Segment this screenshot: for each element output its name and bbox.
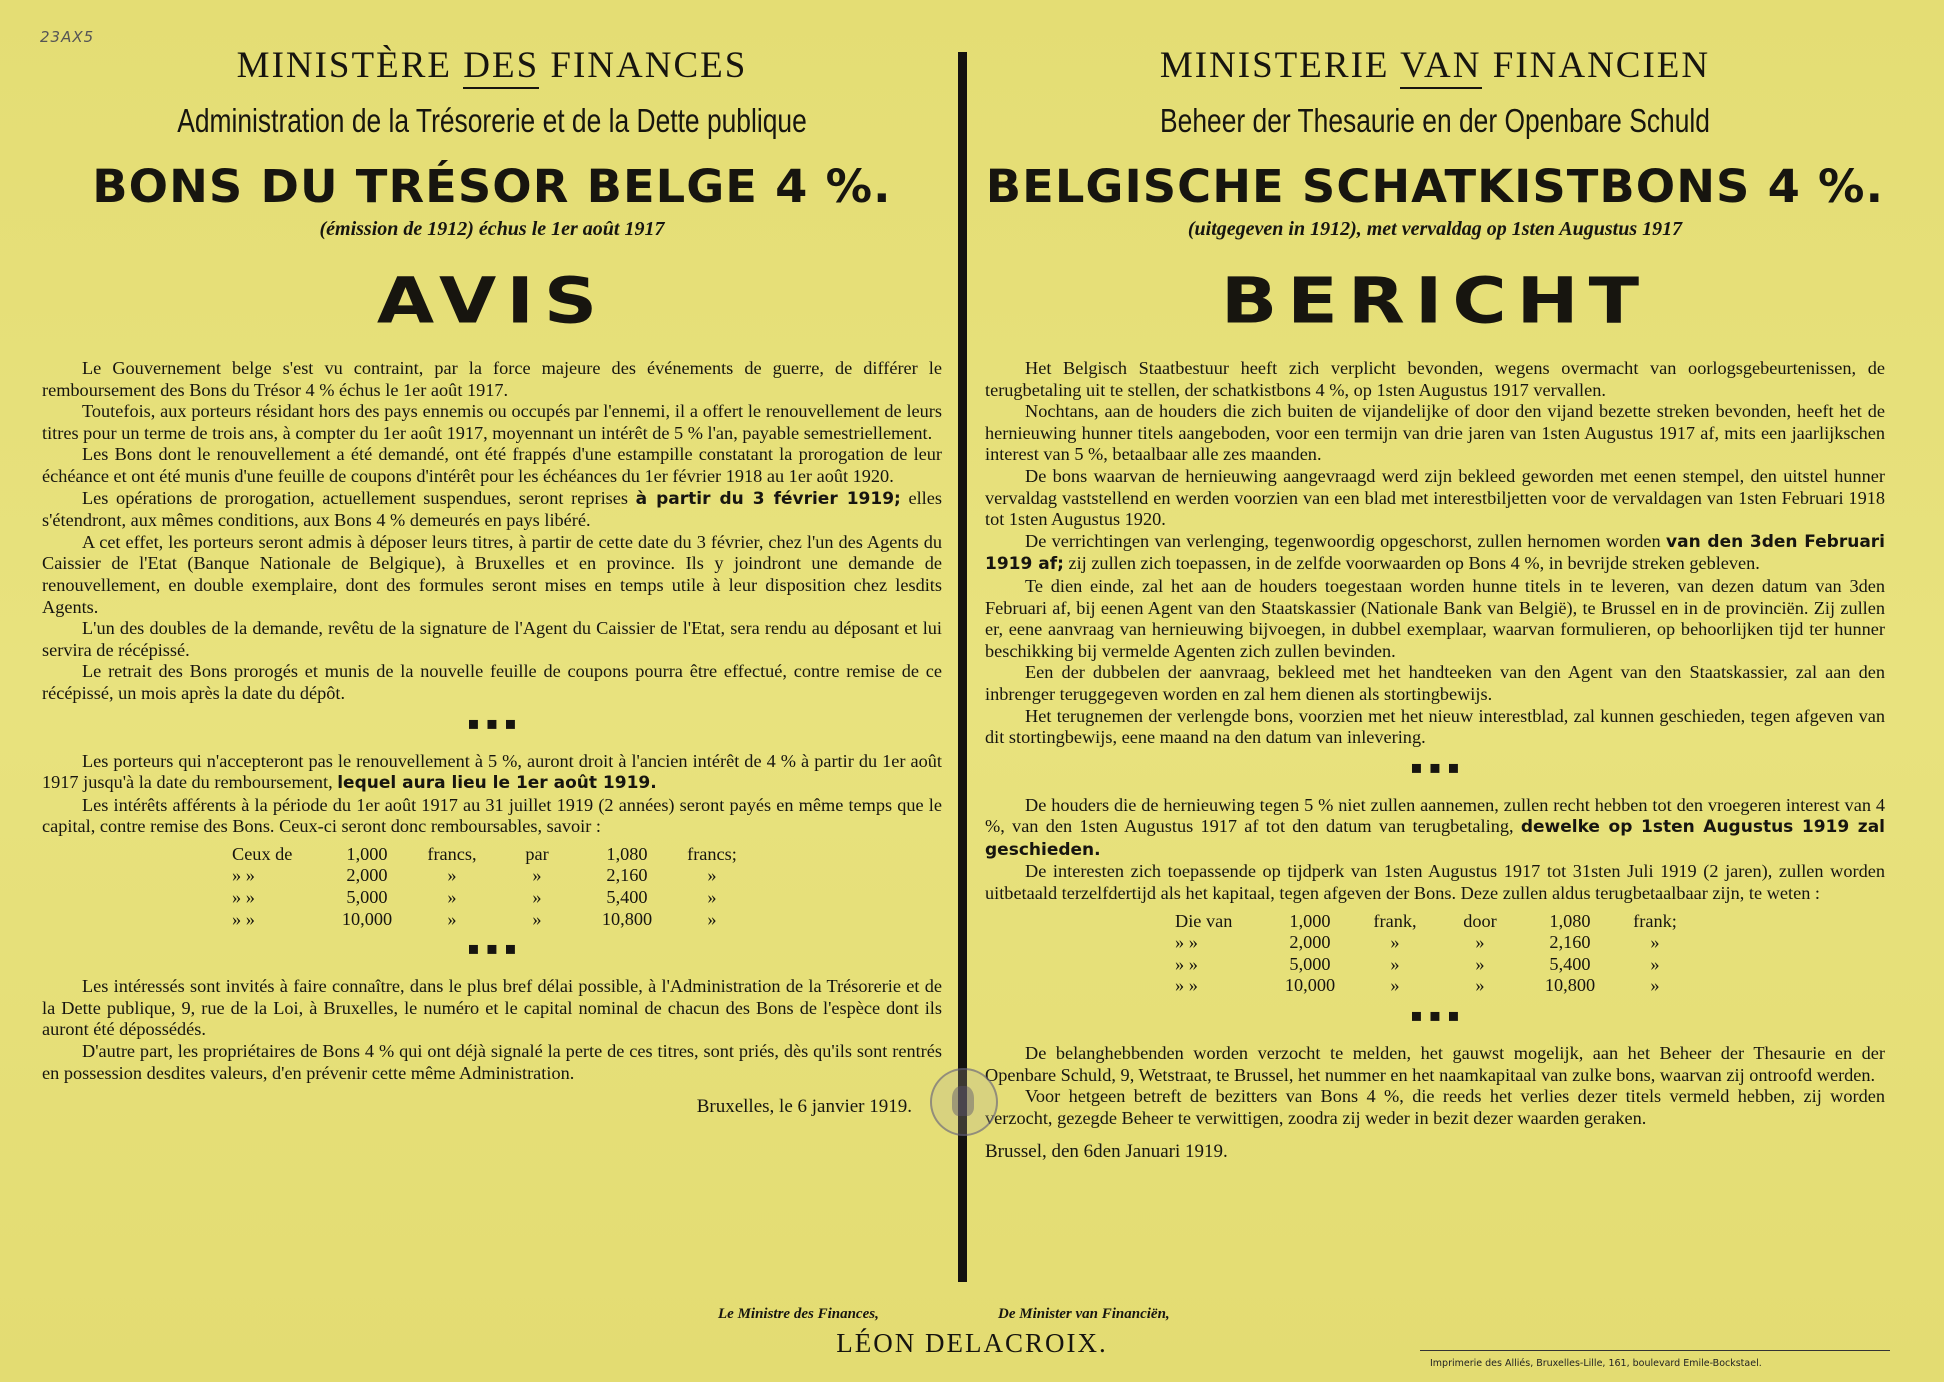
table-cell: 2,000 <box>1289 932 1331 953</box>
emission-line-fr: (émission de 1912) échus le 1er août 1917 <box>319 218 665 240</box>
paragraph-text: De verrichtingen van verlenging, tegenwoordig opgeschorst, zullen hernomen worden <box>1025 530 1667 551</box>
table-cell: door <box>1463 910 1497 931</box>
table-cell: » <box>447 908 457 929</box>
table-row <box>42 844 942 866</box>
table-cell: » <box>1390 953 1400 974</box>
signoff-nl: Brussel, den 6den Januari 1919. <box>985 1141 1228 1163</box>
table-cell: Die van <box>1175 910 1233 931</box>
table-cell: 10,800 <box>601 908 653 929</box>
signer-titles <box>0 1306 1944 1330</box>
paragraph: De bons waarvan de hernieuwing aangevraagd werd zijn bekleed geworden met eenen stempel, den uitstel hunner vervaldag vaststellend en werden voorzien van een blad met interestbiljetten voor de vervaldagen van 1sten Februari 1918 tot 1sten Augustus 1920. <box>985 465 1885 530</box>
paragraph <box>42 751 942 795</box>
ministry-word-2: DES <box>463 45 539 89</box>
table-cell: » <box>532 887 542 908</box>
ministry-heading-fr <box>42 44 942 92</box>
table-cell: » <box>1475 932 1485 953</box>
paragraph: A cet effet, les porteurs seront admis à déposer leurs titres, à partir de cette date du 3 février, chez l'un des Agents du Caissier de l'Etat (Banque Nationale de Belgique), à Bruxelles et en province. Ils y joindront une demande de renouvellement, en double exemplaire, dont des formules seront mises en temps utile à leur disposition chez lesdits Agents. <box>42 531 942 617</box>
table-row <box>985 911 1885 933</box>
table-cell: » <box>1650 975 1660 996</box>
paragraph-text: zij zullen zich toepassen, in de zelfde voorwaarden op Bons 4 %, in bevrijde streken gebleven. <box>1063 553 1760 574</box>
ministry-word-3: FINANCIEN <box>1492 45 1711 86</box>
table-cell: » <box>707 865 717 886</box>
ministry-word-1: MINISTERIE <box>1159 45 1390 86</box>
paragraph: Les intérêts afférents à la période du 1er août 1917 au 31 juillet 1919 (2 années) seront payés en même temps que le capital, contre remise des Bons. Ceux-ci seront donc remboursables, savoir : <box>42 794 942 837</box>
table-cell: 1,080 <box>1549 910 1591 931</box>
paragraph-text: Les porteurs qui n'accepteront pas le renouvellement à 5 %, auront droit à l'ancien intérêt de 4 % à partir du 1er août 1917 jusqu'à la date du remboursement, <box>42 750 942 793</box>
table-cell: » » <box>1175 975 1198 996</box>
paragraph-text: Les opérations de prorogation, actuellement suspendues, seront reprises <box>82 487 636 508</box>
paragraph <box>985 795 1885 862</box>
printer-rule <box>1420 1350 1890 1351</box>
table-cell: » » <box>1175 953 1198 974</box>
ministry-word-1: MINISTÈRE <box>236 45 452 86</box>
dutch-column <box>985 44 1885 1163</box>
archive-reference: 23AX5 <box>40 28 95 46</box>
table-cell: » <box>1475 953 1485 974</box>
emission-line-nl: (uitgegeven in 1912), met vervaldag op 1sten Augustus 1917 <box>1187 218 1683 240</box>
table-cell: frank, <box>1373 910 1417 931</box>
section-separator: ▪ ▪ ▪ <box>1410 1005 1460 1027</box>
highlighted-date: lequel aura lieu le 1er août 1919. <box>337 773 657 794</box>
highlighted-date: à partir du 3 février 1919; <box>635 488 901 509</box>
table-cell: » <box>1390 932 1400 953</box>
table-row <box>985 932 1885 954</box>
section-separator: ▪ ▪ ▪ <box>467 712 517 734</box>
signer-name: LÉON DELACROIX. <box>836 1328 1108 1358</box>
paragraph: Le retrait des Bons prorogés et munis de la nouvelle feuille de coupons pourra être effectué, contre remise de ce récépissé, un mois après la date du dépôt. <box>42 661 942 703</box>
section-separator: ▪ ▪ ▪ <box>467 938 517 960</box>
table-cell: 5,400 <box>1549 953 1591 974</box>
paragraph: Le Gouvernement belge s'est vu contraint, par la force majeure des événements de guerre, de différer le remboursement des Bons du Trésor 4 % échus le 1er août 1917. <box>42 358 942 400</box>
paragraph: Les intéressés sont invités à faire connaître, dans le plus bref délai possible, à l'Administration de la Trésorerie et de la Dette publique, 9, rue de la Loi, à Bruxelles, le numéro et le capital nominal de chacun des Bons de l'espèce dont ils auront été dépossédés. <box>42 976 942 1040</box>
bonds-heading-fr: BONS DU TRÉSOR BELGE 4 %. <box>92 160 892 213</box>
table-cell: » » <box>232 887 255 908</box>
table-cell: 1,080 <box>606 843 648 864</box>
table-cell: 10,000 <box>1284 975 1336 996</box>
paragraph: Nochtans, aan de houders die zich buiten de vijandelijke of door den vijand bezette streken bevonden, heeft het de hernieuwing hunner titels aangeboden, voor een termijn van drie jaren van 1sten Augustus 1917 af, mits een jaarlijkschen interest van 5 %, betaalbaar alle zes maanden. <box>985 401 1885 465</box>
paragraph-text: elles s'étendront, aux mêmes conditions, aux Bons 4 % demeurés en pays libéré. <box>42 487 942 531</box>
paragraph: Voor hetgeen betreft de bezitters van Bons 4 %, die reeds het verlies dezer titels vermeld hebben, zij worden verzocht, gezegde Beheer te verwittigen, zoodra zij weder in bezit dezer waarden geraken. <box>985 1086 1885 1128</box>
table-cell: 1,000 <box>346 843 388 864</box>
highlighted-date: van den 3den Februari 1919 af; <box>985 531 1886 575</box>
repayment-table-fr <box>42 844 942 930</box>
paragraph <box>985 531 1885 576</box>
table-row <box>42 887 942 909</box>
paragraph: Toutefois, aux porteurs résidant hors des pays ennemis ou occupés par l'ennemi, il a offert le renouvellement de leurs titres pour un terme de trois ans, à compter du 1er août 1917, moyennant un intérêt de 5 % l'an, payable semestriellement. <box>42 401 942 443</box>
table-cell: » <box>1475 975 1485 996</box>
table-cell: » » <box>232 908 255 929</box>
notice-body-nl <box>985 358 1885 1129</box>
paragraph: Het Belgisch Staatbestuur heeft zich verplicht bevonden, wegens overmacht van oorlogsgebeurtenissen, de terugbetaling uit te stellen, der schatkistbons 4 %, op 1sten Augustus 1917 vervallen. <box>985 358 1885 400</box>
table-row <box>42 909 942 931</box>
table-row <box>985 954 1885 976</box>
paragraph: Les Bons dont le renouvellement a été demandé, ont été frappés d'une estampille constatant la prorogation de leur échéance et ont été munis d'une feuille de coupons d'intérêt pour les échéances du 1er février 1918 au 1er août 1920. <box>42 444 942 486</box>
table-cell: Ceux de <box>232 843 293 864</box>
table-cell: 5,000 <box>346 887 388 908</box>
table-cell: 5,400 <box>606 887 648 908</box>
table-cell: » <box>1650 932 1660 953</box>
table-cell: 1,000 <box>1289 910 1331 931</box>
ministry-word-3: FINANCES <box>550 45 748 86</box>
table-cell: par <box>525 843 549 864</box>
administration-heading-fr: Administration de la Trésorerie et de la Dette publique <box>177 102 807 139</box>
paragraph: De interesten zich toepassende op tijdperk van 1sten Augustus 1917 tot 31sten Juli 1919 (2 jaren), zullen worden uitbetaald terzelfdertijd als het kapitaal, tegen afgeven der Bons. Deze zullen aldus terugbetaalbaar zijn, te weten : <box>985 861 1885 904</box>
signer-title-nl: De Minister van Financiën, <box>998 1306 1170 1322</box>
french-column <box>42 44 942 1118</box>
table-cell: » <box>447 887 457 908</box>
ministry-heading-nl <box>985 44 1885 92</box>
table-cell: » <box>532 908 542 929</box>
paragraph: L'un des doubles de la demande, revêtu de la signature de l'Agent du Caissier de l'Etat, sera rendu au déposant et lui servira de récépissé. <box>42 618 942 660</box>
paragraph: D'autre part, les propriétaires de Bons 4 % qui ont déjà signalé la perte de ces titres, sont priés, dès qu'ils sont rentrés en possession desdites valeurs, d'en prévenir cette même Administration. <box>42 1041 942 1083</box>
notice-body-fr <box>42 358 942 1084</box>
table-cell: 2,160 <box>606 865 648 886</box>
table-row <box>42 865 942 887</box>
paragraph <box>42 488 942 532</box>
library-stamp-icon <box>930 1068 998 1136</box>
table-cell: » » <box>232 865 255 886</box>
ministry-word-2: VAN <box>1400 45 1481 89</box>
signer-title-fr: Le Ministre des Finances, <box>718 1306 879 1322</box>
table-cell: 2,160 <box>1549 932 1591 953</box>
paragraph: Een der dubbelen der aanvraag, bekleed met het handteeken van den Agent van den Staatskassier, zal aan den inbrenger teruggegeven worden en zal hem dienen als stortingbewijs. <box>985 662 1885 704</box>
table-cell: » <box>1650 953 1660 974</box>
table-cell: 10,000 <box>341 908 393 929</box>
bonds-heading-nl: BELGISCHE SCHATKISTBONS 4 %. <box>985 160 1885 213</box>
table-cell: » <box>447 865 457 886</box>
table-cell: francs, <box>427 843 477 864</box>
notice-title-nl: BERICHT <box>1220 264 1650 338</box>
paragraph: Het terugnemen der verlengde bons, voorzien met het nieuw interestblad, zal kunnen geschieden, tegen afgeven van dit stortingbewijs, eene maand na den datum van inlevering. <box>985 705 1885 748</box>
table-cell: » <box>532 865 542 886</box>
notice-title-fr: AVIS <box>376 264 608 338</box>
table-cell: » <box>707 887 717 908</box>
repayment-table-nl <box>985 911 1885 997</box>
table-cell: frank; <box>1633 910 1677 931</box>
printer-imprint: Imprimerie des Alliés, Bruxelles-Lille, 161, boulevard Emile-Bockstael. <box>1430 1358 1762 1369</box>
table-cell: » <box>707 908 717 929</box>
paragraph: De belanghebbenden worden verzocht te melden, het gauwst mogelijk, aan het Beheer der Thesaurie en der Openbare Schuld, 9, Wetstraat, te Brussel, het nummer en het naamkapitaal van zulke bons, waarvan zij ontroofd werden. <box>985 1043 1885 1085</box>
table-cell: 5,000 <box>1289 953 1331 974</box>
table-cell: francs; <box>687 843 737 864</box>
table-cell: 2,000 <box>346 865 388 886</box>
section-separator: ▪ ▪ ▪ <box>1410 756 1460 778</box>
table-row <box>985 975 1885 997</box>
table-cell: » » <box>1175 932 1198 953</box>
signoff-fr: Bruxelles, le 6 janvier 1919. <box>696 1096 912 1118</box>
paragraph: Te dien einde, zal het aan de houders toegestaan worden hunne titels in te leveren, van dezen datum van 3den Februari af, bij eenen Agent van den Staatskassier (Nationale Bank van België), te Brussel en in de provinciën. Zij zullen er, eene aanvraag van hernieuwing bijvoegen, in dubbel exemplaar, waarvan formulieren, op behoorlijken tijd ter hunner beschikking bij vermelde Agenten zich zullen bevinden. <box>985 575 1885 661</box>
table-cell: 10,800 <box>1544 975 1596 996</box>
table-cell: » <box>1390 975 1400 996</box>
paragraph-text: De houders die de hernieuwing tegen 5 % niet zullen aannemen, zullen recht hebben tot den vroegeren interest van 4 %, van den 1sten Augustus 1917 af tot den datum van terugbetaling, <box>985 794 1885 837</box>
highlighted-date: dewelke op 1sten Augustus 1919 zal geschieden. <box>985 817 1885 860</box>
administration-heading-nl: Beheer der Thesaurie en der Openbare Schuld <box>1160 102 1710 139</box>
